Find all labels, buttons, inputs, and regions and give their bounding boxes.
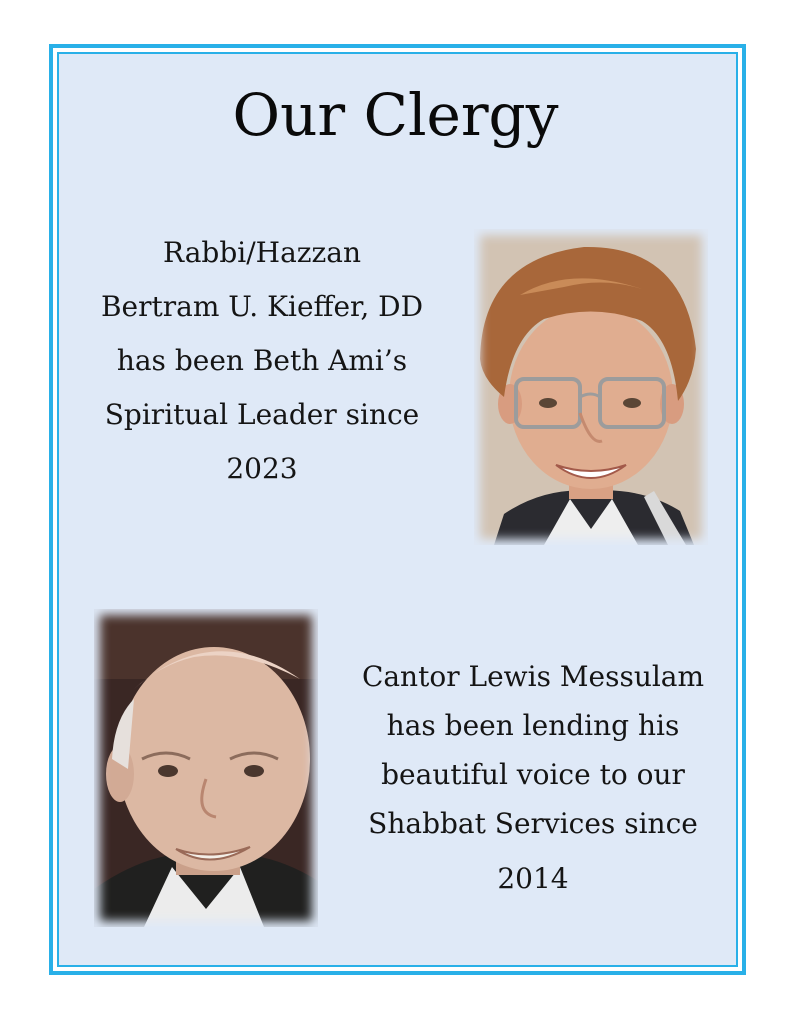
rabbi-bio-line-title: Rabbi/Hazzan bbox=[163, 236, 361, 269]
cantor-bio-year: 2014 bbox=[497, 862, 569, 895]
rabbi-photo bbox=[474, 229, 708, 545]
rabbi-bio-line-3: has been Beth Ami’s bbox=[116, 344, 408, 377]
cantor-photo bbox=[94, 609, 318, 927]
cantor-bio-line-name: Cantor Lewis Messulam bbox=[361, 660, 705, 693]
cantor-bio-line-2: has been lending his bbox=[386, 709, 680, 742]
rabbi-bio-year: 2023 bbox=[226, 452, 298, 485]
rabbi-bio bbox=[62, 226, 462, 496]
cantor-bio-line-3: beautiful voice to our bbox=[381, 758, 685, 791]
rabbi-bio-line-name: Bertram U. Kieffer, DD bbox=[100, 290, 424, 323]
rabbi-bio-line-4: Spiritual Leader since bbox=[104, 398, 420, 431]
cantor-bio bbox=[328, 652, 738, 903]
page-title: Our Clergy bbox=[232, 81, 559, 149]
cantor-bio-line-4: Shabbat Services since bbox=[368, 807, 698, 840]
